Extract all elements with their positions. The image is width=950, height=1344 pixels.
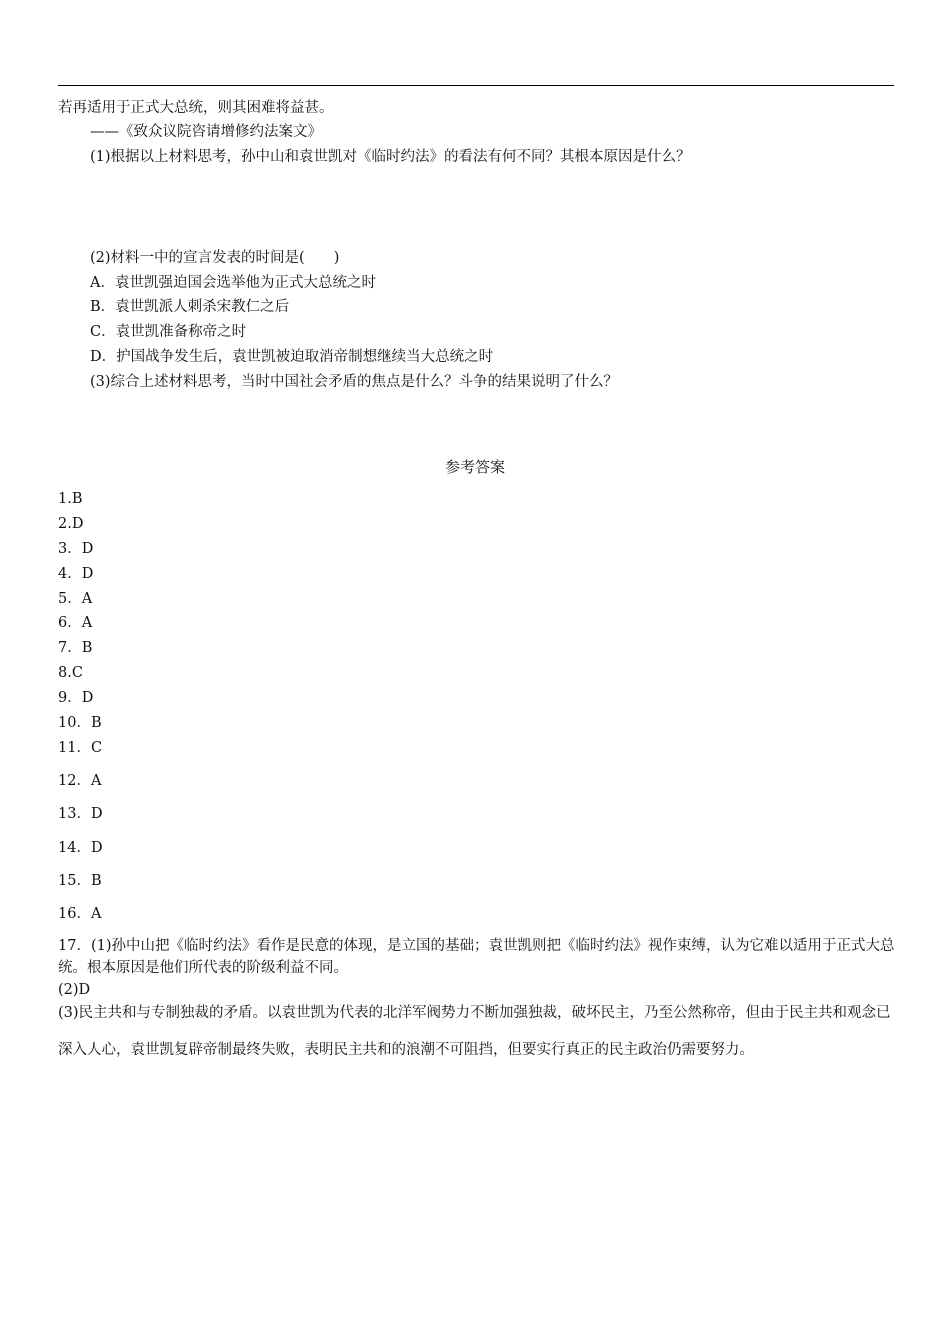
answers-heading: 参考答案 <box>444 458 505 476</box>
answer-item: 6．A <box>58 615 93 631</box>
answer-item: 12．A <box>58 773 102 789</box>
answer-item: 13．D <box>58 806 103 822</box>
answer-item: 8.C <box>58 665 83 681</box>
question-2-stem: (2)材料一中的宣言发表的时间是( ) <box>90 250 340 266</box>
answer-item: 14．D <box>58 840 103 856</box>
answer-item: 2.D <box>58 516 84 532</box>
answer-item: 11．C <box>58 740 103 756</box>
answer-item: 7．B <box>58 640 93 656</box>
material-source: ——《致众议院咨请增修约法案文》 <box>90 124 322 140</box>
question-2-option-a: A．袁世凯强迫国会选举他为正式大总统之时 <box>90 275 376 291</box>
answer-17 <box>58 935 898 1069</box>
answer-17-part-3: (3)民主共和与专制独裁的矛盾。以袁世凯为代表的北洋军阀势力不断加强独裁，破坏民主，乃至公然称帝，但由于民主共和观念已深入人心，袁世凯复辟帝制最终失败，表明民主共和的浪潮不可阻挡，但要实行真正的民主政治仍需要努力。 <box>58 1005 891 1058</box>
answer-item: 4．D <box>58 566 94 582</box>
answer-17-part-2: (2)D <box>58 982 91 998</box>
answer-item: 5．A <box>58 591 93 607</box>
answer-item: 16．A <box>58 906 102 922</box>
question-2-option-c: C．袁世凯准备称帝之时 <box>90 324 247 340</box>
header-rule <box>58 85 894 86</box>
answer-17-part-1: 17．(1)孙中山把《临时约法》看作是民意的体现，是立国的基础；袁世凯则把《临时约法》视作束缚，认为它难以适用于正式大总统。根本原因是他们所代表的阶级利益不同。 <box>58 938 895 976</box>
question-2-option-d: D．护国战争发生后，袁世凯被迫取消帝制想继续当大总统之时 <box>90 349 494 365</box>
answer-item: 9．D <box>58 690 94 706</box>
answer-item: 1.B <box>58 491 83 507</box>
answer-item: 3．D <box>58 541 94 557</box>
answer-item: 15．B <box>58 873 102 889</box>
question-3: (3)综合上述材料思考，当时中国社会矛盾的焦点是什么？斗争的结果说明了什么？ <box>90 374 619 390</box>
question-1: (1)根据以上材料思考，孙中山和袁世凯对《临时约法》的看法有何不同？其根本原因是什么？ <box>90 149 691 165</box>
answer-item: 10．B <box>58 715 102 731</box>
question-2-option-b: B．袁世凯派人刺杀宋教仁之后 <box>90 299 290 315</box>
material-continuation: 若再适用于正式大总统，则其困难将益甚。 <box>58 100 334 116</box>
